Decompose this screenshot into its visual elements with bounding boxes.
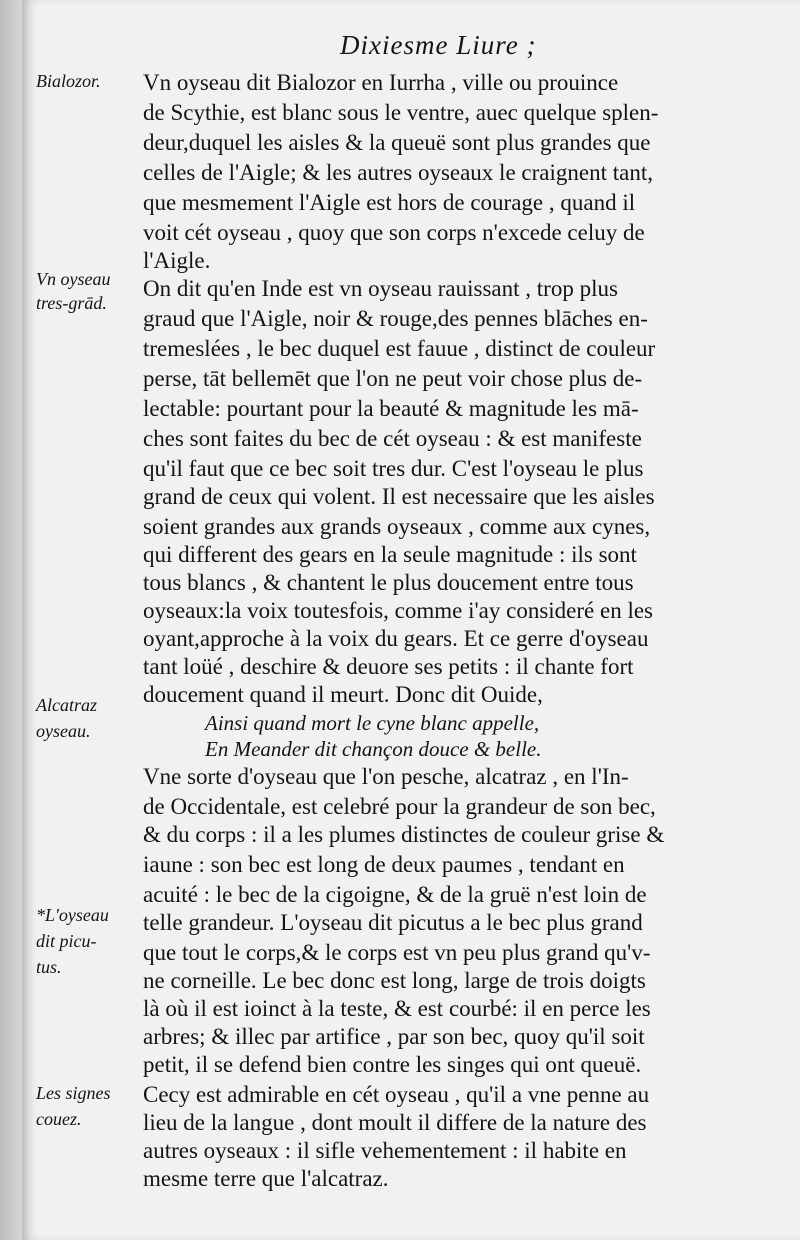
text-line: tous blancs , & chantent le plus doucement entre tous [143, 570, 634, 595]
text-line: perse, tāt bellemēt que l'on ne peut voir chose plus de- [143, 366, 643, 391]
verse-line: Ainsi quand mort le cyne blanc appelle, [205, 711, 540, 735]
text-line: autres oyseaux : il sifle vehementement : il habite en [143, 1138, 627, 1163]
text-line: deur,duquel les aisles & la queuë sont plus grandes que [143, 130, 651, 155]
text-line: iaune : son bec est long de deux paumes , tendant en [143, 852, 625, 877]
margin-note-loyseau: *L'oyseau [36, 905, 109, 925]
verse-line: En Meander dit chançon douce & belle. [205, 737, 542, 761]
margin-note-alcatraz: Alcatraz [36, 695, 97, 715]
text-line: Vne sorte d'oyseau que l'on pesche, alcatraz , en l'In- [143, 764, 629, 789]
text-line: l'Aigle. [143, 248, 211, 273]
text-line: là où il est ioinct à la teste, & est courbé: il en perce les [143, 996, 651, 1021]
margin-note-oyseau: oyseau. [36, 721, 91, 741]
text-line: de Scythie, est blanc sous le ventre, auec quelque splen- [143, 100, 659, 125]
text-line: soient grandes aux grands oyseaux , comme aux cynes, [143, 514, 651, 539]
text-line: tremeslées , le bec duquel est fauue , distinct de couleur [143, 336, 656, 361]
text-line: que tout le corps,& le corps est vn peu plus grand qu'v- [143, 940, 651, 965]
text-line: arbres; & illec par artifice , par son bec, quoy qu'il soit [143, 1024, 645, 1049]
text-line: tant loüé , deschire & deuore ses petits : il chante fort [143, 654, 634, 679]
text-line: lieu de la langue , dont moult il differe de la nature des [143, 1110, 647, 1135]
text-line: celles de l'Aigle; & les autres oyseaux le craignent tant, [143, 160, 653, 185]
text-line: telle grandeur. L'oyseau dit picutus a le bec plus grand [143, 910, 643, 935]
text-line: mesme terre que l'alcatraz. [143, 1166, 389, 1191]
text-line: qu'il faut que ce bec soit tres dur. C'est l'oyseau le plus [143, 456, 644, 481]
margin-note-les-signes: Les signes [36, 1083, 111, 1103]
page-edge-shadow [0, 0, 22, 1240]
text-line: lectable: pourtant pour la beauté & magnitude les mā- [143, 396, 639, 421]
margin-note-tres-grad: tres-grād. [36, 293, 107, 313]
margin-note-tus: tus. [36, 957, 62, 977]
running-header: Dixiesme Liure ; [340, 30, 537, 60]
text-line: On dit qu'en Inde est vn oyseau rauissant , trop plus [143, 276, 618, 301]
text-line: & du corps : il a les plumes distinctes de couleur grise & [143, 822, 665, 847]
text-line: Cecy est admirable en cét oyseau , qu'il a vne penne au [143, 1082, 650, 1107]
margin-note-bialozor: Bialozor. [36, 71, 101, 91]
text-line: oyant,approche à la voix du gears. Et ce gerre d'oyseau [143, 626, 649, 651]
margin-note-couez: couez. [36, 1109, 82, 1129]
text-line: petit, il se defend bien contre les singes qui ont queuë. [143, 1052, 642, 1077]
text-line: oyseaux:la voix toutesfois, comme i'ay consideré en les [143, 598, 654, 623]
text-line: de Occidentale, est celebré pour la grandeur de son bec, [143, 794, 656, 819]
text-line: ne corneille. Le bec donc est long, large de trois doigts [143, 968, 646, 993]
text-line: qui different des gears en la seule magnitude : ils sont [143, 542, 637, 567]
text-line: ches sont faites du bec de cét oyseau : & est manifeste [143, 426, 642, 451]
text-line: Vn oyseau dit Bialozor en Iurrha , ville ou prouince [143, 70, 619, 95]
text-line: que mesmement l'Aigle est hors de courage , quand il [143, 190, 636, 215]
text-line: graud que l'Aigle, noir & rouge,des pennes blāches en- [143, 306, 648, 331]
text-line: voit cét oyseau , quoy que son corps n'excede celuy de [143, 220, 645, 245]
text-line: grand de ceux qui volent. Il est necessaire que les aisles [143, 484, 655, 509]
margin-note-dit-picu: dit picu- [36, 931, 97, 951]
text-line: doucement quand il meurt. Donc dit Ouide, [143, 682, 543, 707]
margin-note-vn-oyseau: Vn oyseau [36, 269, 111, 289]
text-line: acuité : le bec de la cigoigne, & de la gruë n'est loin de [143, 882, 647, 907]
